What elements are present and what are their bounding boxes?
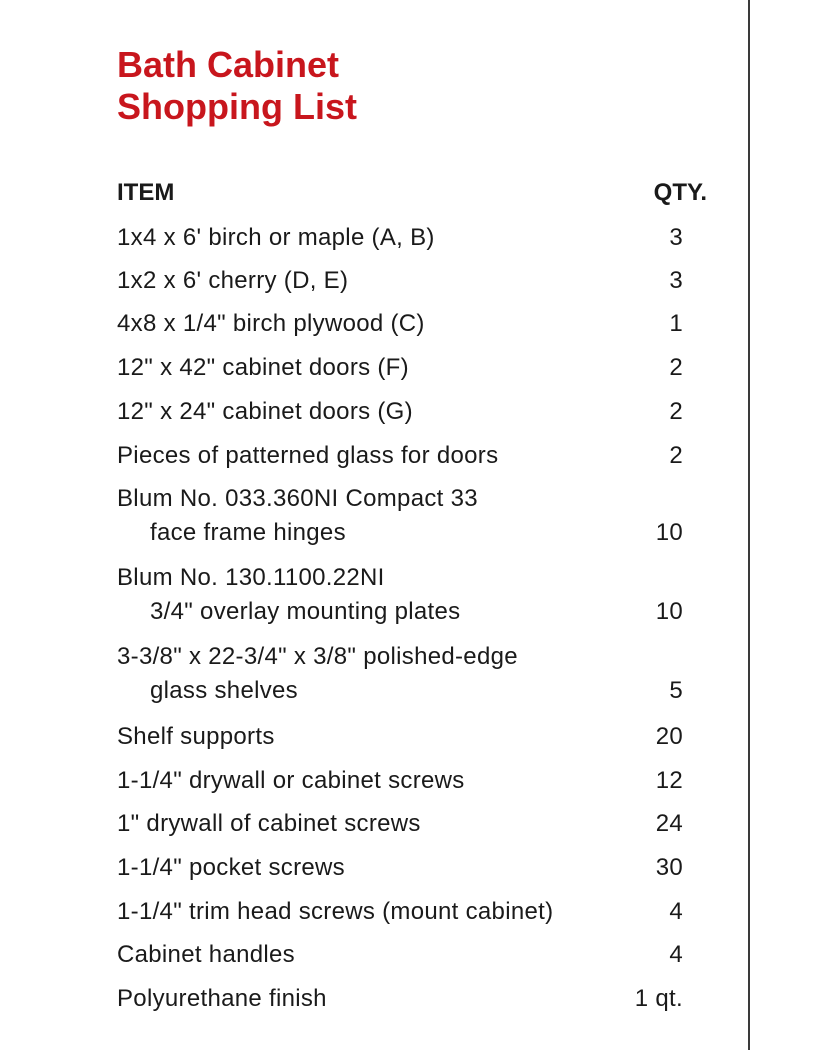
item-qty: 2	[669, 442, 683, 469]
list-item	[117, 982, 683, 1016]
item-name: 1x4 x 6' birch or maple (A, B)	[117, 224, 435, 251]
list-item	[117, 482, 683, 550]
item-name: Polyurethane finish	[117, 985, 327, 1012]
vertical-divider	[748, 0, 750, 1050]
item-name: 12" x 24" cabinet doors (G)	[117, 398, 413, 425]
qty-column-header: QTY.	[653, 179, 707, 206]
item-name: 1x2 x 6' cherry (D, E)	[117, 267, 349, 294]
item-qty: 3	[669, 267, 683, 294]
list-item	[117, 439, 683, 473]
item-name: 4x8 x 1/4" birch plywood (C)	[117, 310, 425, 337]
list-item	[117, 895, 683, 929]
item-name: 3-3/8" x 22-3/4" x 3/8" polished-edge	[117, 643, 518, 670]
item-name-continued: glass shelves	[150, 677, 298, 704]
list-item	[117, 851, 683, 885]
item-qty: 10	[655, 598, 683, 625]
item-name: 1" drywall of cabinet screws	[117, 810, 421, 837]
list-item	[117, 720, 683, 754]
list-header	[117, 176, 707, 210]
title-line-2: Shopping List	[117, 86, 357, 127]
list-item	[117, 307, 683, 341]
item-name: Blum No. 033.360NI Compact 33	[117, 485, 478, 512]
item-qty: 1	[669, 310, 683, 337]
item-name: Blum No. 130.1100.22NI	[117, 564, 385, 591]
item-qty: 4	[669, 941, 683, 968]
item-qty: 1 qt.	[634, 985, 683, 1012]
list-item	[117, 221, 683, 255]
item-qty: 4	[669, 898, 683, 925]
item-name: 1-1/4" drywall or cabinet screws	[117, 767, 465, 794]
item-name: 1-1/4" pocket screws	[117, 854, 345, 881]
item-qty: 2	[669, 398, 683, 425]
item-column-header: ITEM	[117, 179, 175, 206]
item-qty: 12	[655, 767, 683, 794]
item-name-continued: face frame hinges	[150, 519, 346, 546]
list-item	[117, 395, 683, 429]
title-line-1: Bath Cabinet	[117, 44, 340, 85]
item-qty: 24	[655, 810, 683, 837]
list-item	[117, 807, 683, 841]
item-qty: 20	[655, 723, 683, 750]
list-item	[117, 561, 683, 629]
item-qty: 30	[655, 854, 683, 881]
item-qty: 3	[669, 224, 683, 251]
item-name: Pieces of patterned glass for doors	[117, 442, 499, 469]
list-item	[117, 264, 683, 298]
list-item	[117, 351, 683, 385]
item-name: 1-1/4" trim head screws (mount cabinet)	[117, 898, 554, 925]
item-name: Shelf supports	[117, 723, 275, 750]
item-name: 12" x 42" cabinet doors (F)	[117, 354, 409, 381]
list-item	[117, 938, 683, 972]
item-qty: 10	[655, 519, 683, 546]
page-title	[117, 44, 357, 128]
item-qty: 5	[669, 677, 683, 704]
item-qty: 2	[669, 354, 683, 381]
list-item	[117, 640, 683, 708]
item-name-continued: 3/4" overlay mounting plates	[150, 598, 461, 625]
item-name: Cabinet handles	[117, 941, 295, 968]
list-item	[117, 764, 683, 798]
